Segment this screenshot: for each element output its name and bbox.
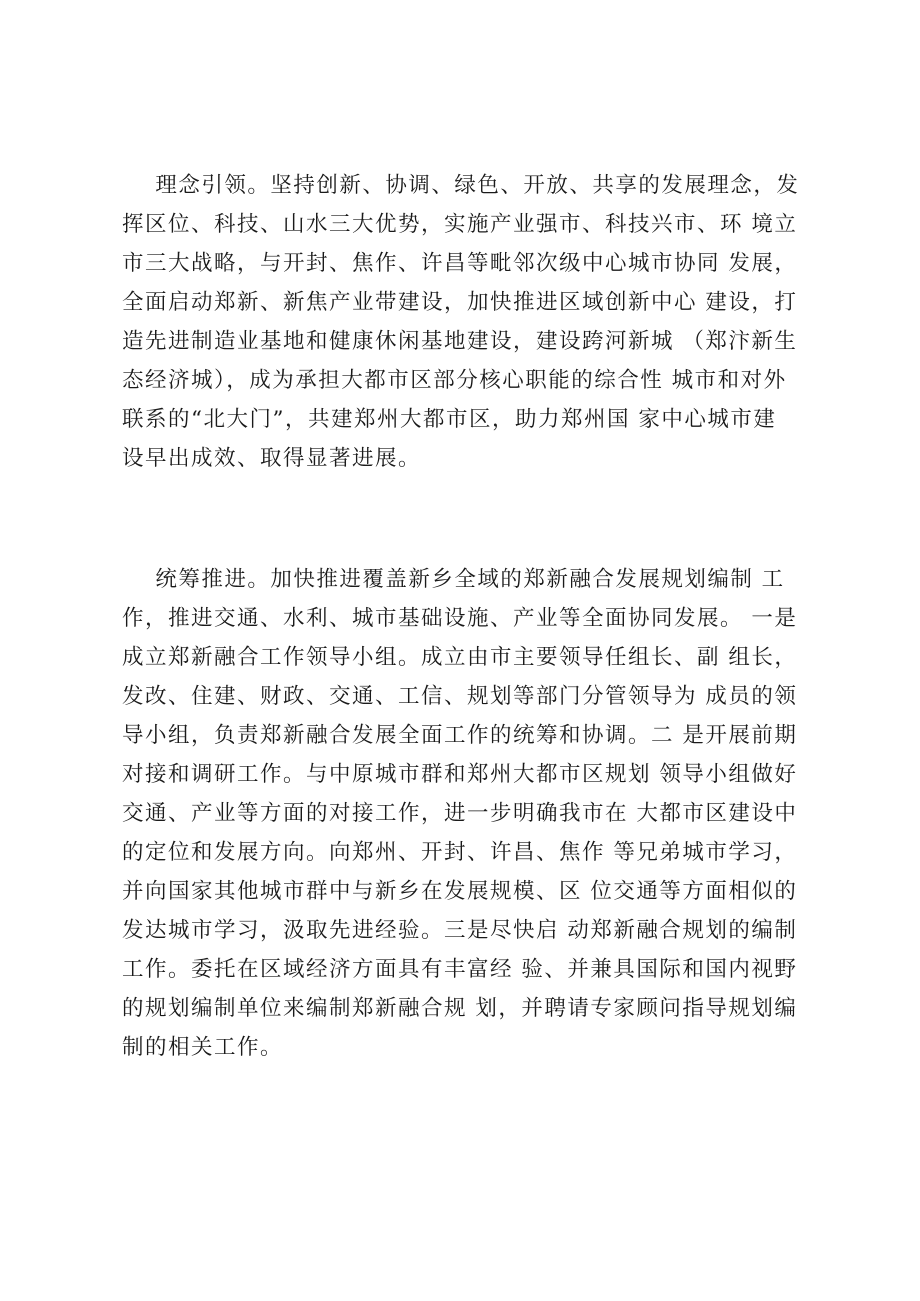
text-line: 的规划编制单位来编制郑新融合规 划，并聘请专家顾问指导规划编 (122, 996, 798, 1021)
text-line: 的定位和发展方向。向郑州、开封、许昌、焦作 等兄弟城市学习， (122, 840, 798, 865)
text-line: 交通、产业等方面的对接工作，进一步明确我市在 大都市区建设中 (122, 801, 798, 826)
text-line: 造先进制造业基地和健康休闲基地建设，建设跨河新城 （郑汴新生 (122, 329, 798, 354)
text-line: 导小组，负责郑新融合发展全面工作的统筹和协调。二 是开展前期 (122, 723, 798, 748)
text-line: 理念引领。坚持创新、协调、绿色、开放、共享的发展理念，发 (122, 173, 800, 198)
text-line: 作，推进交通、水利、城市基础设施、产业等全面协同发展。 一是 (122, 606, 798, 631)
text-line: 工作。委托在区域经济方面具有丰富经 验、并兼具国际和国内视野 (122, 957, 798, 982)
text-line: 联系的“北大门”，共建郑州大都市区，助力郑州国 家中心城市建 (122, 407, 777, 432)
text-line: 发改、住建、财政、交通、工信、规划等部门分管领导为 成员的领 (122, 684, 798, 709)
text-line: 设早出成效、取得显著进展。 (122, 446, 422, 471)
paragraph-coordinated-advance (122, 560, 812, 1067)
text-line: 对接和调研工作。与中原城市群和郑州大都市区规划 领导小组做好 (122, 762, 798, 787)
text-line: 发达城市学习，汲取先进经验。三是尽快启 动郑新融合规划的编制 (122, 918, 798, 943)
text-line: 制的相关工作。 (122, 1035, 284, 1060)
text-line: 成立郑新融合工作领导小组。成立由市主要领导任组长、副 组长， (122, 645, 798, 670)
text-line: 并向国家其他城市群中与新乡在发展规模、区 位交通等方面相似的 (122, 879, 798, 904)
text-line: 全面启动郑新、新焦产业带建设，加快推进区域创新中心 建设，打 (122, 290, 798, 315)
paragraph-concept-leading (122, 166, 812, 478)
text-line: 态经济城），成为承担大都市区部分核心职能的综合性 城市和对外 (122, 368, 787, 393)
text-line: 统筹推进。加快推进覆盖新乡全域的郑新融合发展规划编制 工 (122, 567, 785, 592)
text-line: 市三大战略，与开封、焦作、许昌等毗邻次级中心城市协同 发展， (122, 251, 798, 276)
text-line: 挥区位、科技、山水三大优势，实施产业强市、科技兴市、环 境立 (122, 212, 798, 237)
